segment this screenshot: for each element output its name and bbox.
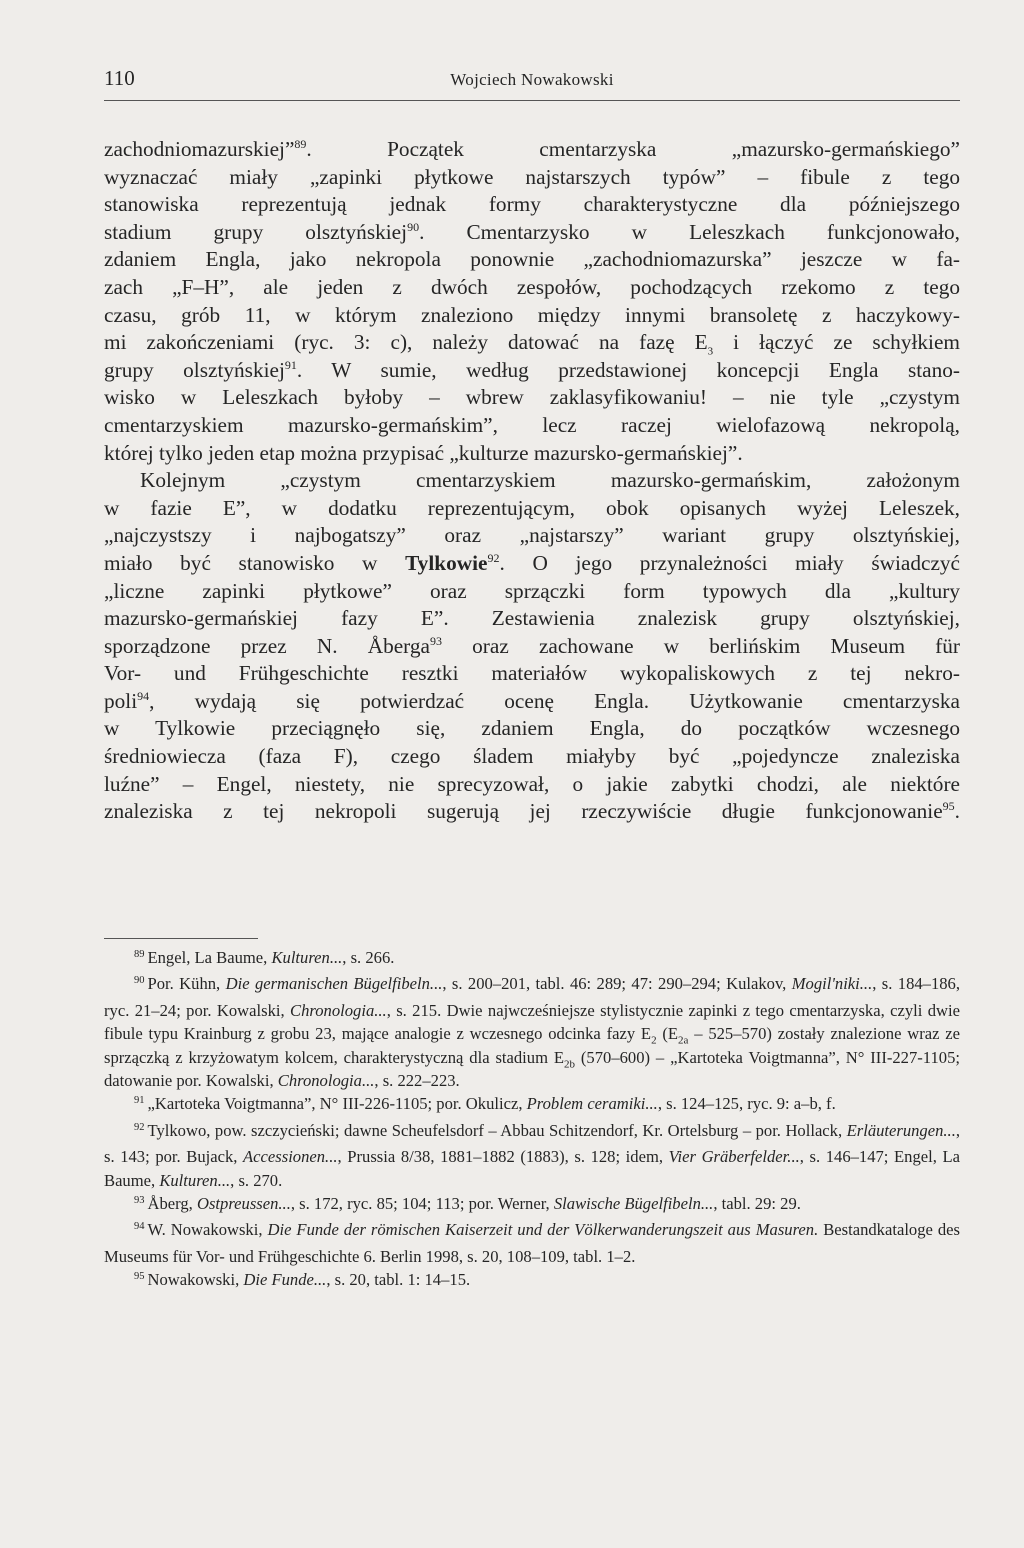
text-line: stanowiska reprezentują jednak formy charakterystyczne dla późniejszego [104,192,960,217]
text-line: miało być stanowisko w Tylkowie$^{92}$. O jego przynależności miały świadczyć [104,550,961,575]
site-name: Tylkowie [405,550,488,575]
text-line: luźne” – Engel, niestety, nie sprecyzował, o jakie zabytki chodzi, ale niektóre [104,771,960,796]
text-line: poli$^{94}$, wydają się potwierdzać ocenę Engla. Użytkowanie cmentarzyska [104,688,960,713]
footnote-divider [104,938,258,939]
text-line: czasu, grób 11, w którym znaleziono między innymi bransoletę z haczykowy- [104,302,960,327]
text-line: „najczystszy i najbogatszy” oraz „najstarszy” wariant grupy olsztyńskiej, [104,523,960,548]
footnote-ref: 92 [487,550,500,565]
text-line: wisko w Leleszkach byłoby – wbrew zaklasyfikowaniu! – nie tyle „czystym [104,385,960,410]
footnote-92: $^{92}$ Tylkowo, pow. szczycieński; dawne Scheufelsdorf – Abbau Schitzendorf, Kr. Ortelsburg – por. Hollack, Erläuterungen..., s. 143; por. Bujack, Accessionen..., Prussia 8/38, 1881–1882 (1883), s. 128; idem, Vier Gräberfelder..., s. 146–147; Engel, La Baume, Kulturen..., s. 270. [104,1120,960,1190]
page-number: 110 [104,66,135,90]
text-line: zdaniem Engla, jako nekropola ponownie „zachodniomazurska” jeszcze w fa- [104,247,960,272]
text-line: stadium grupy olsztyńskiej$^{90}$. Cmentarzysko w Leleszkach funkcjonowało, [104,219,961,244]
text-line: Vor- und Frühgeschichte resztki materiałów wykopaliskowych z tej nekro- [104,661,960,686]
footnote-ref: 93 [430,633,442,648]
footnote-94: $^{94}$ W. Nowakowski, Die Funde der römischen Kaiserzeit und der Völkerwanderungszeit aus Masuren. Bestandkataloge des Museums für Vor- und Frühgeschichte 6. Berlin 1998, s. 20, 108–109, tabl. 1–2. [104,1220,960,1266]
text-line: wyznaczać miały „zapinki płytkowe najstarszych typów” – fibule z tego [104,164,960,189]
footnote-90: $^{90}$ Por. Kühn, Die germanischen Bügelfibeln..., s. 200–201, tabl. 46: 289; 47: 290–294; Kulakov, Mogil'niki..., s. 184–186, ryc. 21–24; por. Kowalski, Chronologia..., s. 215. Dwie najwcześniejsze stylistycznie zapinki z tego cmentarzyska, czyli dwie fibule typu Krainburg z grobu 23, mające analogie z wczesnego odcinka fazy $E_2$ $(E_{2a} - 525-570)$ zostały znalezione wraz ze sprzączką z krzyżowatym kolcem, charakterystyczną dla stadium $E_{2b}$ (570–600) – „Kartoteka Voigtmanna”, N° III-227-1105; datowanie por. Kowalski, Chronologia..., s. 222–223. [104,974,961,1091]
footnotes [104,946,960,1295]
text-line: sporządzone przez N. Åberga$^{93}$ oraz zachowane w berlińskim Museum für [104,633,961,658]
text-line: grupy olsztyńskiej$^{91}$. W sumie, według przedstawionej koncepcji Engla stano- [104,357,960,382]
text-line: mi zakończeniami (ryc. 3: c), należy datować na fazę $E_3$ i łączyć ze schyłkiem [104,330,960,358]
main-text [104,136,960,826]
text-line: znaleziska z tej nekropoli sugerują jej rzeczywiście długie funkcjonowanie$^{95}$. [104,799,960,824]
footnote-89: $^{89}$ Engel, La Baume, Kulturen..., s. 266. [134,948,395,967]
text-line: średniowiecza (faza F), czego śladem miałyby być „pojedyncze znaleziska [104,744,960,769]
running-head: Wojciech Nowakowski [450,70,614,89]
text-line: Kolejnym „czystym cmentarzyskiem mazursko-germańskim, założonym [140,468,960,493]
footnote-91: $^{91}$ „Kartoteka Voigtmanna”, N° III-226-1105; por. Okulicz, Problem ceramiki..., s. 124–125, ryc. 9: a–b, f. [134,1094,836,1114]
text-line: cmentarzyskiem mazursko-germańskim”, lecz raczej wielofazową nekropolą, [104,412,960,437]
footnote-93: $^{93}$ Åberg, Ostpreussen..., s. 172, ryc. 85; 104; 113; por. Werner, Slawische Bügelfibeln..., tabl. 29: 29. [134,1194,801,1214]
text-line: „liczne zapinki płytkowe” oraz sprzączki form typowych dla „kultury [104,578,960,603]
footnote-ref: 95 [942,799,955,814]
page-header [104,66,960,101]
text-line: w fazie E”, w dodatku reprezentującym, obok opisanych wyżej Leleszek, [104,495,960,520]
footnote-95: $^{95}$ Nowakowski, Die Funde..., s. 20, tabl. 1: 14–15. [134,1270,471,1290]
text-line: mazursko-germańskiej fazy E”. Zestawienia znalezisk grupy olsztyńskiej, [104,606,960,631]
footnote-ref: 90 [407,219,420,234]
footnote-ref: 89 [294,136,307,151]
footnote-ref: 94 [137,688,150,703]
text-line: której tylko jeden etap można przypisać „kulturze mazursko-germańskiej”. [104,440,743,465]
footnote-ref: 91 [284,357,297,372]
text-line: zachodniomazurskiej”$^{89}$. Początek cmentarzyska „mazursko-germańskiego” [104,136,960,161]
text-line: zach „F–H”, ale jeden z dwóch zespołów, pochodzących rzekomo z tego [104,274,960,299]
text-line: w Tylkowie przeciągnęło się, zdaniem Engla, do początków wczesnego [104,716,960,741]
